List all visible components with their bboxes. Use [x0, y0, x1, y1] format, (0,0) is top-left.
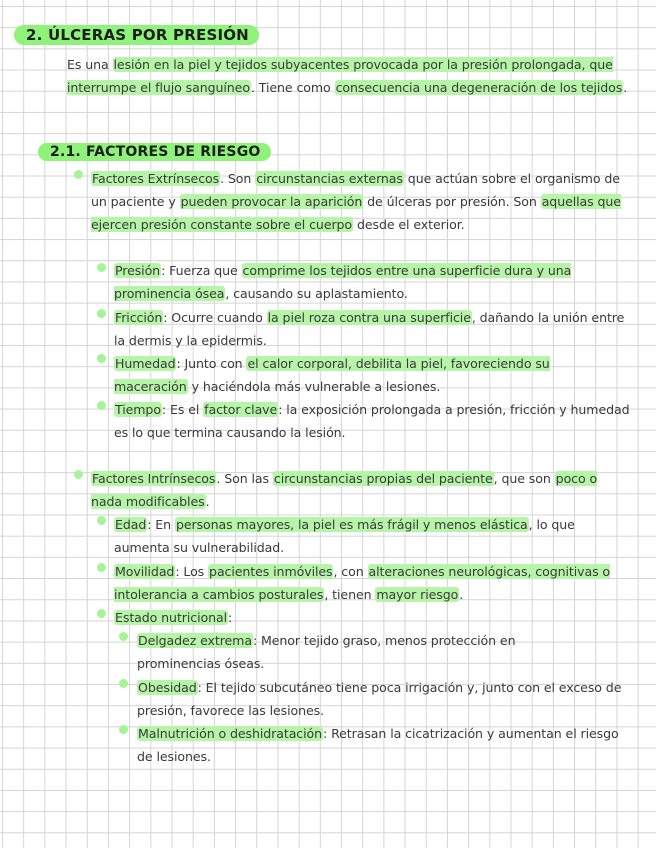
item-label: Estado nutricional [115, 610, 227, 625]
list-item-friccion [114, 306, 636, 352]
intro-text-2: . Tiene como [250, 80, 335, 95]
intrinsecos-paragraph [91, 467, 611, 513]
bullet-icon [97, 309, 106, 318]
intrinsecos-label: Factores Intrínsecos [92, 471, 216, 486]
item-label: Movilidad [115, 564, 175, 579]
intro-text-1: Es una [67, 57, 113, 72]
bullet-icon [119, 725, 128, 734]
bullet-icon [97, 401, 106, 410]
extrinsecos-text-3: de úlceras por presión. Son [363, 194, 541, 209]
item-text-1: : El tejido subcutáneo tiene poca irrigación y, junto con el exceso de presión, favorece las lesiones. [137, 680, 622, 718]
bullet-icon [97, 354, 106, 363]
item-text-1: : Retrasan la cicatrización y aumentan el riesgo de lesiones. [137, 726, 619, 764]
item-highlight-2: alteraciones neurológicas, cognitivas o intolerancia a cambios posturales [114, 564, 611, 602]
item-label: Edad [115, 517, 147, 532]
intro-highlight-2: consecuencia una degeneración de los tejidos [335, 80, 623, 95]
list-item-movilidad [114, 560, 644, 606]
bullet-icon [97, 516, 106, 525]
item-highlight-1: la piel roza contra una superficie [267, 310, 471, 325]
item-text-1: : Los [175, 564, 209, 579]
item-highlight-1: factor clave [204, 402, 278, 417]
intro-paragraph [67, 53, 647, 99]
item-highlight-1: pacientes inmóviles [209, 564, 333, 579]
extrinsecos-highlight-1: circunstancias externas [256, 171, 403, 186]
item-text-2: , lo que aumenta su vulnerabilidad. [114, 517, 575, 555]
item-text-2: , con [333, 564, 368, 579]
bullet-icon [97, 563, 106, 572]
item-text-2: , dañando la unión entre la dermis y la epidermis. [114, 310, 625, 348]
bullet-icon [74, 470, 83, 479]
extrinsecos-text-2: que actúan sobre el organismo de un paciente y [91, 171, 620, 209]
sublist-item-obesidad [137, 676, 642, 722]
sublist-item-malnutricion [137, 722, 637, 768]
intrinsecos-text-2: , que son [493, 471, 555, 486]
item-label: Malnutrición o deshidratación [138, 726, 323, 741]
item-label: Delgadez extrema [138, 633, 252, 648]
item-highlight-1: el calor corporal, debilita la piel, favoreciendo su maceración [114, 356, 550, 394]
list-item-presion [114, 259, 589, 305]
item-text-4: . [459, 587, 464, 602]
bullet-icon [97, 609, 106, 618]
item-label: Obesidad [138, 680, 197, 695]
item-highlight-1: comprime los tejidos entre una superficie dura y una prominencia ósea [114, 263, 572, 301]
item-text-1: : Junto con [176, 356, 247, 371]
item-text-2: y haciéndola más vulnerable a lesiones. [187, 379, 441, 394]
intrinsecos-highlight-2: poco o nada modificables [91, 471, 598, 509]
bullet-icon [74, 170, 83, 179]
item-label: Humedad [115, 356, 176, 371]
intro-highlight-1: lesión en la piel y tejidos subyacentes provocada por la presión prolongada, que interrumpe el flujo sanguíneo [67, 57, 613, 95]
item-text-1: : Es el [161, 402, 204, 417]
item-highlight-1: personas mayores, la piel es más frágil y menos elástica [175, 517, 528, 532]
intrinsecos-highlight-1: circunstancias propias del paciente [273, 471, 493, 486]
intrinsecos-text-3: . [205, 494, 210, 509]
section-heading: 2. ÚLCERAS POR PRESIÓN [14, 25, 259, 45]
bullet-icon [97, 263, 106, 272]
extrinsecos-label: Factores Extrínsecos [92, 171, 220, 186]
item-text-1: : Menor tejido graso, menos protección en prominencias óseas. [137, 633, 516, 671]
sublist-item-delgadez [137, 629, 577, 675]
extrinsecos-paragraph [91, 167, 631, 236]
item-label: Presión [115, 263, 161, 278]
extrinsecos-text-4: desde el exterior. [353, 217, 465, 232]
subsection-heading: 2.1. FACTORES DE RIESGO [38, 143, 271, 161]
item-text-3: , tienen [324, 587, 376, 602]
intrinsecos-text-1: . Son las [216, 471, 273, 486]
bullet-icon [119, 679, 128, 688]
extrinsecos-highlight-2: pueden provocar la aparición [180, 194, 363, 209]
list-item-edad [114, 513, 624, 559]
extrinsecos-highlight-3: aquellas que ejercen presión constante sobre el cuerpo [91, 194, 621, 232]
list-item-tiempo [114, 398, 634, 444]
list-item-humedad [114, 352, 614, 398]
item-label: Fricción [115, 310, 163, 325]
intro-text-3: . [623, 80, 628, 95]
item-text-2: , causando su aplastamiento. [225, 286, 408, 301]
item-label: Tiempo [115, 402, 161, 417]
item-highlight-3: mayor riesgo [376, 587, 459, 602]
item-text-2: : la exposición prolongada a presión, fricción y humedad es lo que termina causando la lesión. [114, 402, 630, 440]
bullet-icon [119, 632, 128, 641]
item-text-1: : En [147, 517, 175, 532]
list-item-estado-nutricional [114, 606, 414, 629]
item-text-1: : [227, 610, 233, 625]
extrinsecos-text-1: . Son [220, 171, 256, 186]
item-text-1: : Fuerza que [161, 263, 242, 278]
item-text-1: : Ocurre cuando [163, 310, 267, 325]
